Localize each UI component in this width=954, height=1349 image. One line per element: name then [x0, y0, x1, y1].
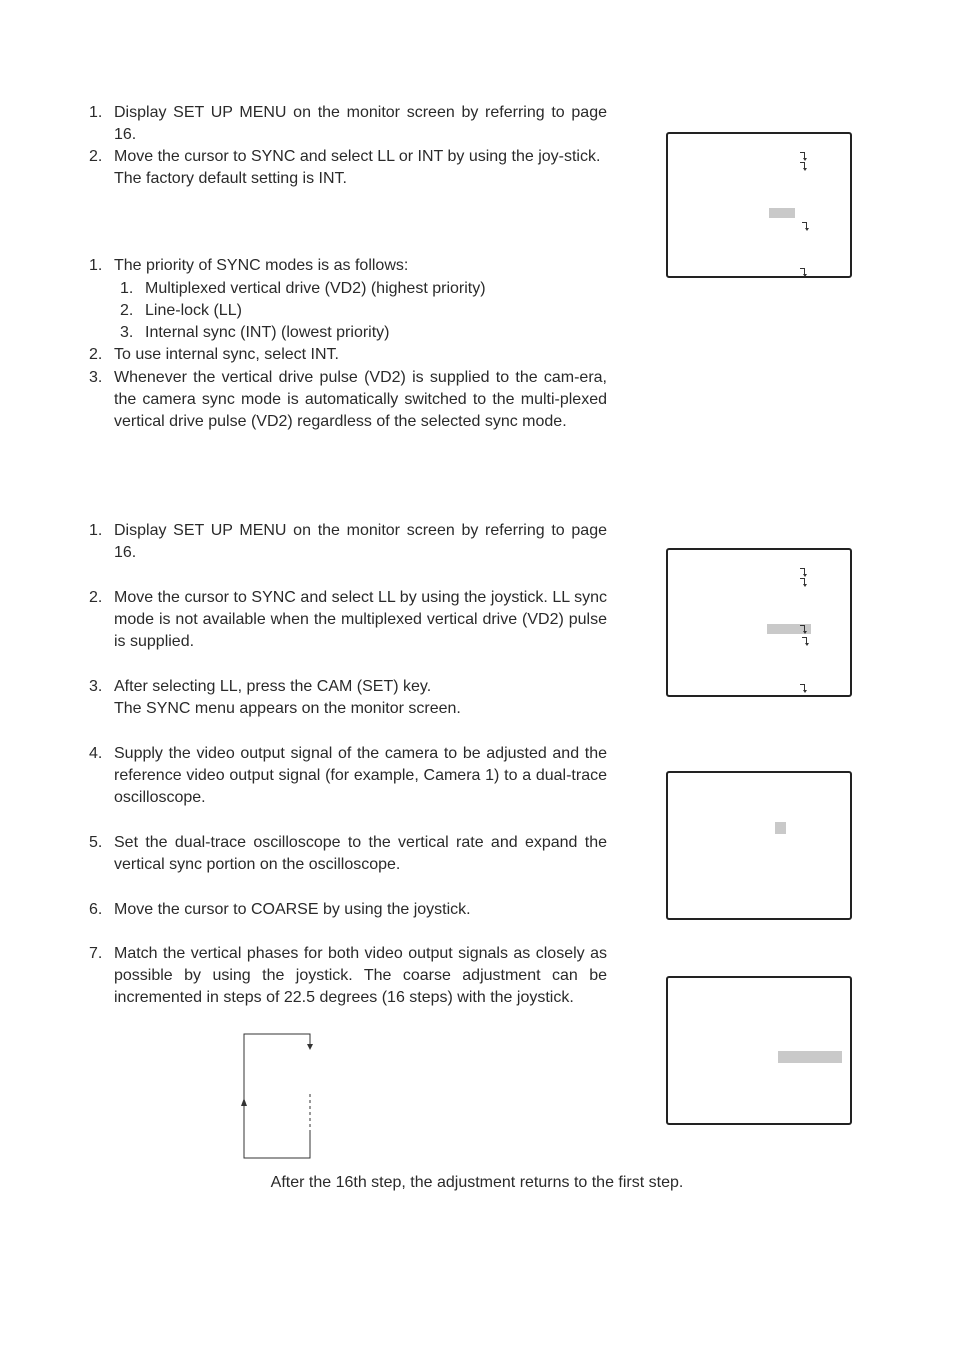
ll-step-4 [89, 743, 607, 809]
priority-number: 2. [120, 302, 134, 319]
submenu-arrow-icon [800, 162, 805, 168]
step-number: 2. [89, 589, 103, 606]
submenu-arrow-icon [802, 222, 807, 228]
monitor-screen-sync-menu [666, 771, 852, 920]
step-number: 3. [89, 678, 103, 695]
monitor-screen-setup-menu-ll [666, 548, 852, 697]
caption: After the 16th step, the adjustment returns to the first step. [270, 1174, 684, 1191]
int-step-2 [89, 146, 607, 190]
submenu-arrow-icon [800, 152, 805, 158]
step-text: Move the cursor to SYNC and select LL or INT by using the joy-stick. [114, 148, 601, 165]
step-text: Match the vertical phases for both video output signals as closely as possible by using the joystick. The coarse adjustment can be incremented in steps of 22.5 degrees (16 steps) with the joystick. [114, 945, 607, 1006]
monitor-screen-coarse-adjust [666, 976, 852, 1125]
priority-number: 1. [120, 280, 134, 297]
step-number: 7. [89, 945, 103, 962]
step-number: 1. [89, 522, 103, 539]
submenu-arrow-icon [800, 268, 805, 274]
note-number: 3. [89, 369, 103, 386]
priority-3 [120, 322, 600, 344]
note-2 [89, 344, 607, 366]
priority-text: Internal sync (INT) (lowest priority) [145, 324, 390, 341]
submenu-arrow-icon [800, 578, 805, 584]
note-3 [89, 367, 607, 433]
ll-step-7 [89, 943, 607, 1009]
step-text: Display SET UP MENU on the monitor screen by referring to page 16. [114, 522, 607, 561]
monitor-screen-setup-menu-int [666, 132, 852, 278]
note-number: 2. [89, 346, 103, 363]
step-text: Move the cursor to COARSE by using the joystick. [114, 901, 471, 918]
ll-step-5 [89, 832, 607, 876]
step-number: 4. [89, 745, 103, 762]
submenu-arrow-icon [800, 684, 805, 690]
note-1 [89, 255, 607, 277]
submenu-arrow-icon [800, 568, 805, 574]
ll-step-6 [89, 899, 607, 921]
step-text: Set the dual-trace oscilloscope to the vertical rate and expand the vertical sync portion on the oscilloscope. [114, 834, 607, 873]
ll-step-3 [89, 676, 607, 720]
ll-step-2 [89, 587, 607, 653]
note-text: Whenever the vertical drive pulse (VD2) is supplied to the cam-era, the camera sync mode is automatically switched to the multi-plexed vertical drive pulse (VD2) regardless of the selected sync mode. [114, 369, 607, 430]
priority-text: Multiplexed vertical drive (VD2) (highest priority) [145, 280, 486, 297]
note-number: 1. [89, 257, 103, 274]
priority-number: 3. [120, 324, 134, 341]
note-text: To use internal sync, select INT. [114, 346, 339, 363]
cursor-highlight [778, 1051, 842, 1063]
step-number: 1. [89, 104, 103, 121]
step-number: 6. [89, 901, 103, 918]
step-text: After selecting LL, press the CAM (SET) key. [114, 678, 432, 695]
int-step-1 [89, 102, 607, 146]
step-text: Supply the video output signal of the camera to be adjusted and the reference video output signal (for example, Camera 1) to a dual-trace oscilloscope. [114, 745, 607, 806]
cursor-highlight [769, 208, 795, 218]
step-note: The SYNC menu appears on the monitor screen. [114, 700, 461, 717]
ll-step-1 [89, 520, 607, 564]
submenu-arrow-icon [802, 637, 807, 643]
step-text: Display SET UP MENU on the monitor screen by referring to page 16. [114, 104, 607, 143]
step-number: 2. [89, 148, 103, 165]
submenu-arrow-icon [800, 625, 805, 631]
step-loop-diagram [238, 1030, 318, 1162]
step-note: The factory default setting is INT. [114, 170, 347, 187]
priority-text: Line-lock (LL) [145, 302, 242, 319]
step-text: Move the cursor to SYNC and select LL by using the joystick. LL sync mode is not available when the multiplexed vertical drive (VD2) pulse is supplied. [114, 589, 607, 650]
step-number: 5. [89, 834, 103, 851]
cursor-highlight [775, 822, 786, 834]
priority-2 [120, 300, 600, 322]
priority-1 [120, 278, 600, 300]
note-text: The priority of SYNC modes is as follows: [114, 257, 409, 274]
